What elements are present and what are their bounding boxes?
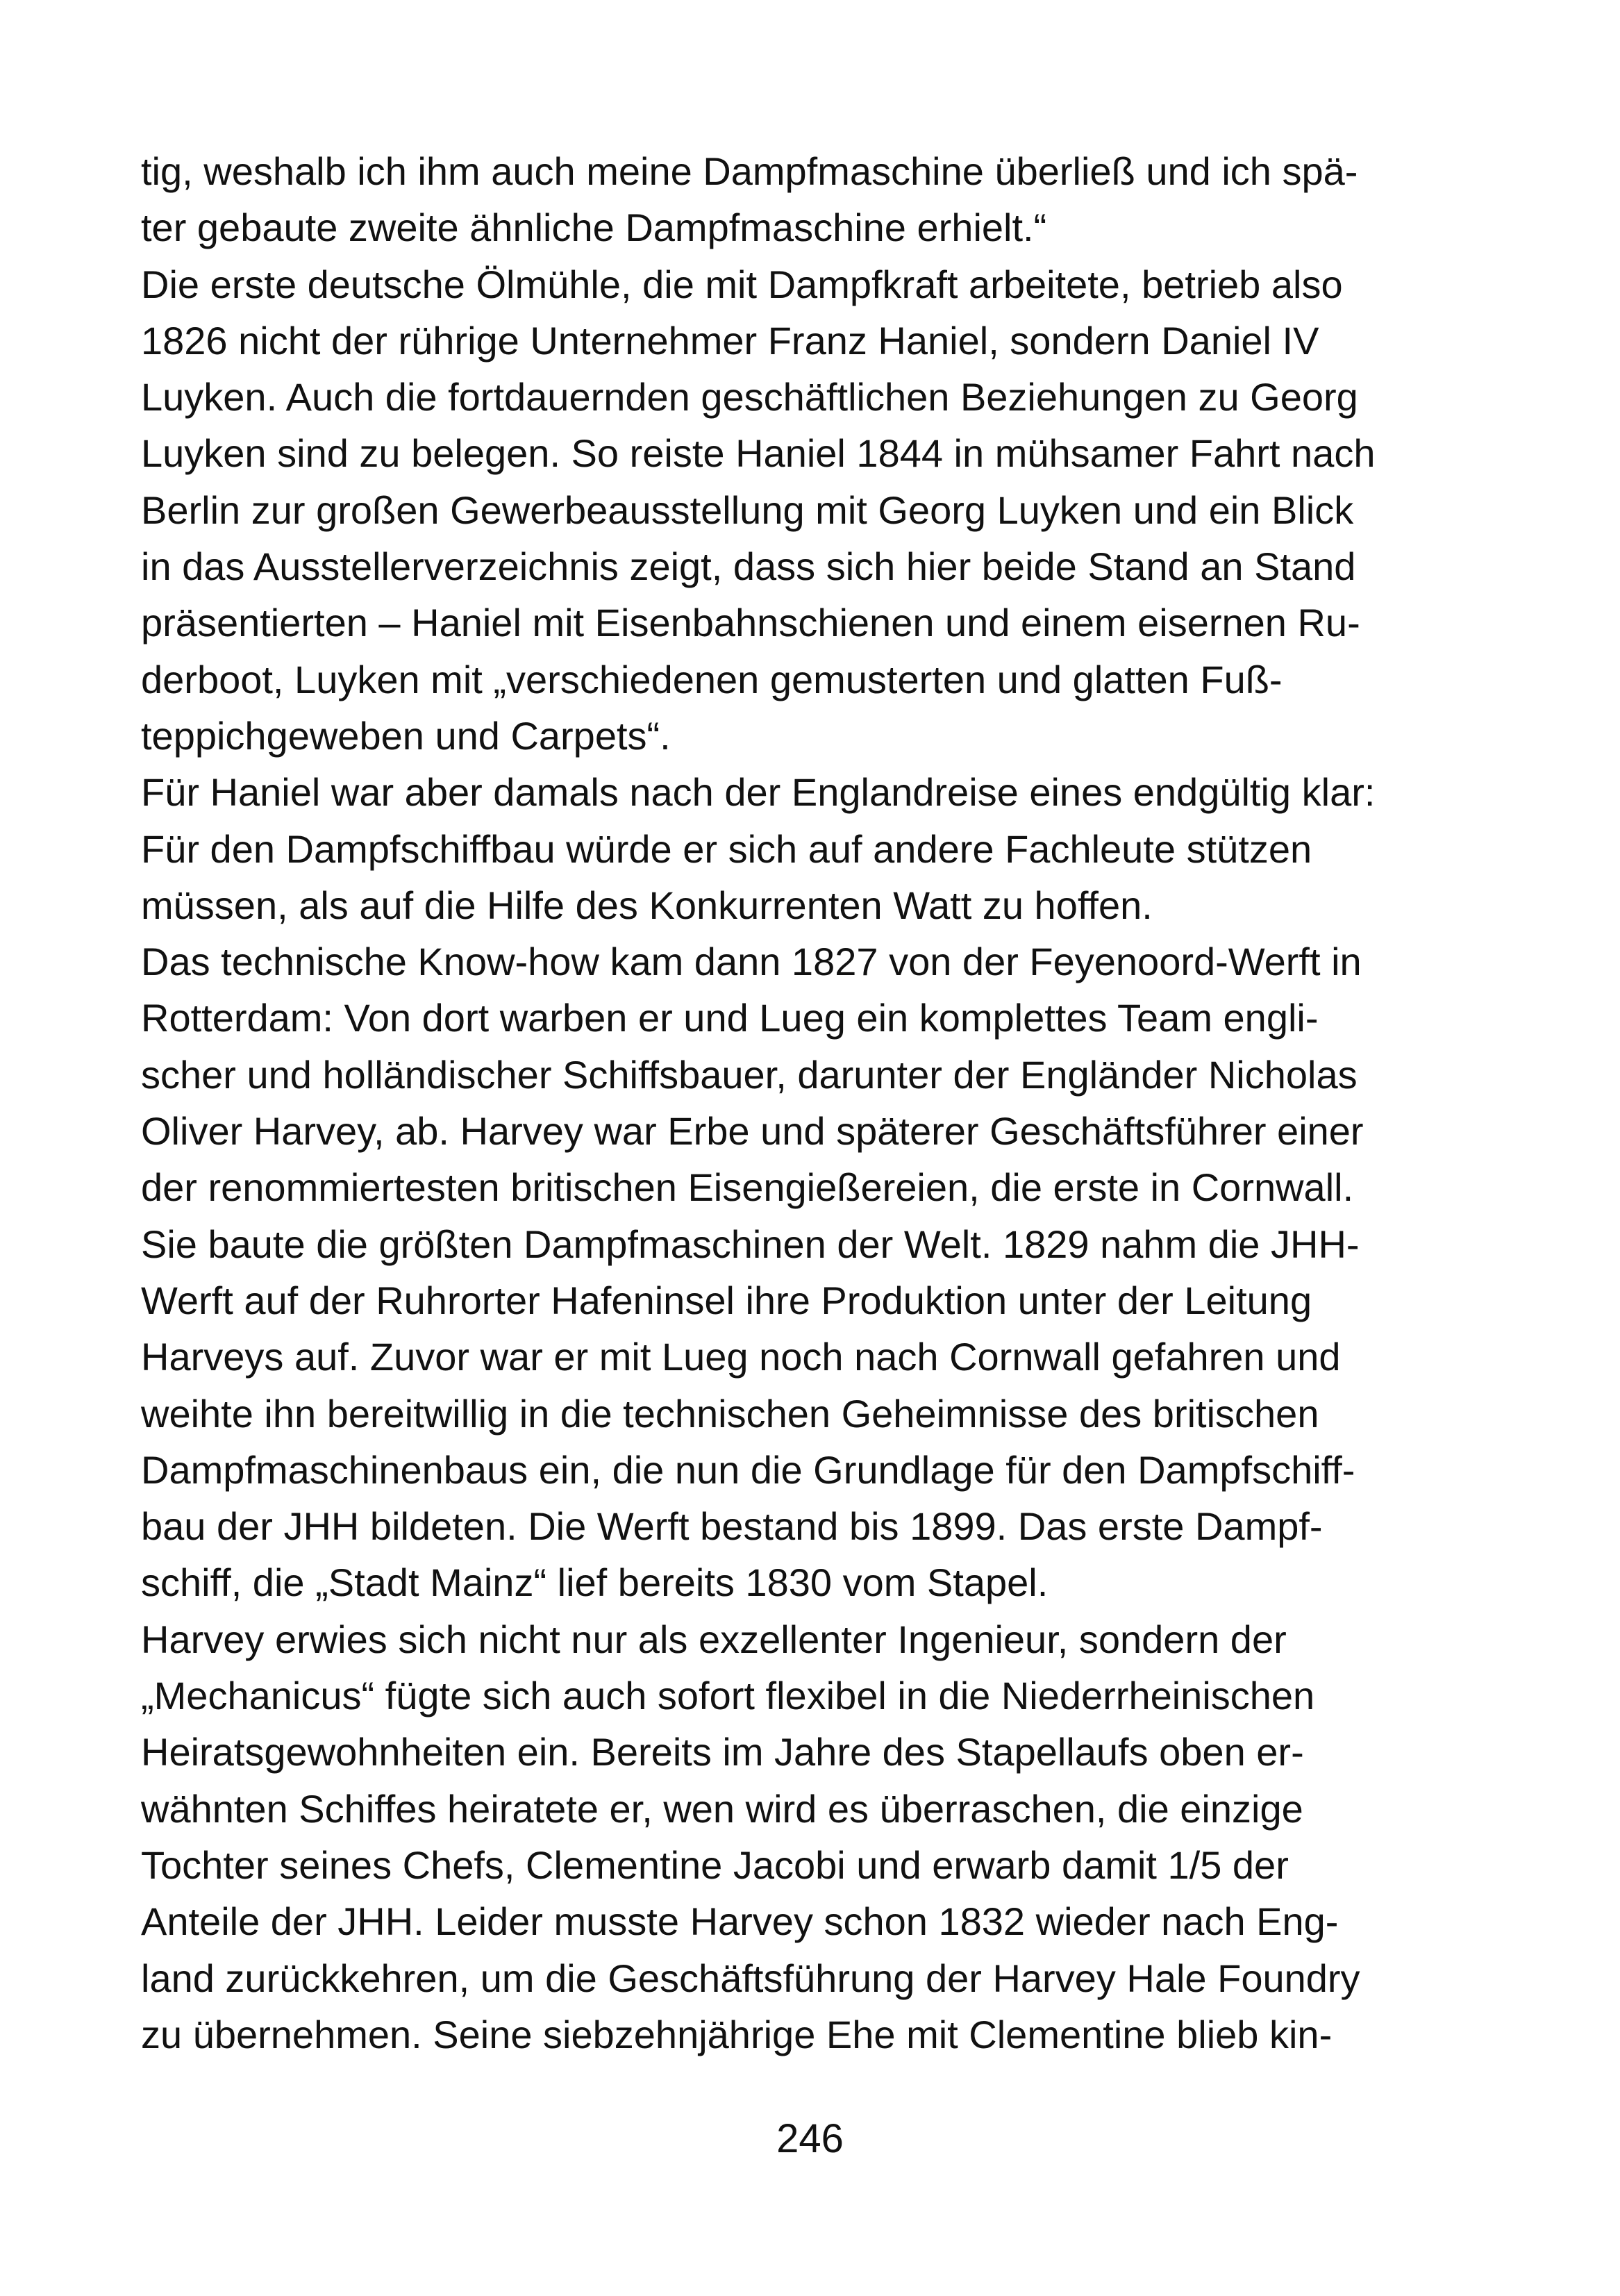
- text-line: Luyken. Auch die fortdauernden geschäftlichen Beziehungen zu Georg: [141, 375, 1358, 419]
- text-line: derboot, Luyken mit „verschiedenen gemusterten und glatten Fuß-: [141, 657, 1283, 701]
- text-line: tig, weshalb ich ihm auch meine Dampfmaschine überließ und ich spä-: [141, 149, 1358, 193]
- text-line: Harveys auf. Zuvor war er mit Lueg noch nach Cornwall gefahren und: [141, 1335, 1341, 1379]
- page-number: 246: [776, 2116, 844, 2161]
- text-line: Tochter seines Chefs, Clementine Jacobi und erwarb damit 1/5 der: [141, 1842, 1289, 1887]
- text-line: Für Haniel war aber damals nach der Englandreise eines endgültig klar:: [141, 770, 1376, 815]
- text-line: land zurückkehren, um die Geschäftsführung der Harvey Hale Foundry: [141, 1956, 1360, 2000]
- text-line: zu übernehmen. Seine siebzehnjährige Ehe mit Clementine blieb kin-: [141, 2012, 1333, 2056]
- text-line: Die erste deutsche Ölmühle, die mit Dampfkraft arbeitete, betrieb also: [141, 262, 1343, 306]
- text-line: in das Ausstellerverzeichnis zeigt, dass sich hier beide Stand an Stand: [141, 544, 1356, 589]
- text-line: ter gebaute zweite ähnliche Dampfmaschine erhielt.“: [141, 206, 1047, 250]
- text-line: Harvey erwies sich nicht nur als exzellenter Ingenieur, sondern der: [141, 1617, 1287, 1661]
- text-line: präsentierten – Haniel mit Eisenbahnschienen und einem eisernen Ru-: [141, 601, 1360, 645]
- text-line: müssen, als auf die Hilfe des Konkurrenten Watt zu hoffen.: [141, 883, 1153, 927]
- text-line: Das technische Know-how kam dann 1827 von der Feyenoord-Werft in: [141, 940, 1362, 984]
- text-line: Sie baute die größten Dampfmaschinen der Welt. 1829 nahm die JHH-: [141, 1222, 1360, 1266]
- text-line: der renommiertesten britischen Eisengießereien, die erste in Cornwall.: [141, 1165, 1354, 1210]
- text-line: Luyken sind zu belegen. So reiste Haniel 1844 in mühsamer Fahrt nach: [141, 431, 1376, 476]
- text-line: Anteile der JHH. Leider musste Harvey schon 1832 wieder nach Eng-: [141, 1899, 1339, 1944]
- text-line: scher und holländischer Schiffsbauer, darunter der Engländer Nicholas: [141, 1052, 1358, 1097]
- text-line: Berlin zur großen Gewerbeausstellung mit Georg Luyken und ein Blick: [141, 488, 1354, 532]
- text-line: Dampfmaschinenbaus ein, die nun die Grundlage für den Dampfschiff-: [141, 1447, 1355, 1492]
- text-line: Werft auf der Ruhrorter Hafeninsel ihre Produktion unter der Leitung: [141, 1278, 1312, 1322]
- text-line: „Mechanicus“ fügte sich auch sofort flexibel in die Niederrheinischen: [141, 1674, 1315, 1718]
- text-line: 1826 nicht der rührige Unternehmer Franz Haniel, sondern Daniel IV: [141, 318, 1319, 363]
- text-line: bau der JHH bildeten. Die Werft bestand bis 1899. Das erste Dampf-: [141, 1504, 1323, 1549]
- text-line: Für den Dampfschiffbau würde er sich auf andere Fachleute stützen: [141, 826, 1312, 871]
- text-line: Rotterdam: Von dort warben er und Lueg ein komplettes Team engli-: [141, 996, 1319, 1040]
- text-line: Heiratsgewohnheiten ein. Bereits im Jahre des Stapellaufs oben er-: [141, 1730, 1304, 1774]
- text-line: schiff, die „Stadt Mainz“ lief bereits 1830 vom Stapel.: [141, 1561, 1049, 1605]
- body-text: [141, 143, 1516, 2063]
- text-line: teppichgeweben und Carpets“.: [141, 713, 671, 758]
- text-line: weihte ihn bereitwillig in die technischen Geheimnisse des britischen: [141, 1391, 1319, 1436]
- text-line: wähnten Schiffes heiratete er, wen wird es überraschen, die einzige: [141, 1786, 1303, 1831]
- text-line: Oliver Harvey, ab. Harvey war Erbe und späterer Geschäftsführer einer: [141, 1109, 1364, 1154]
